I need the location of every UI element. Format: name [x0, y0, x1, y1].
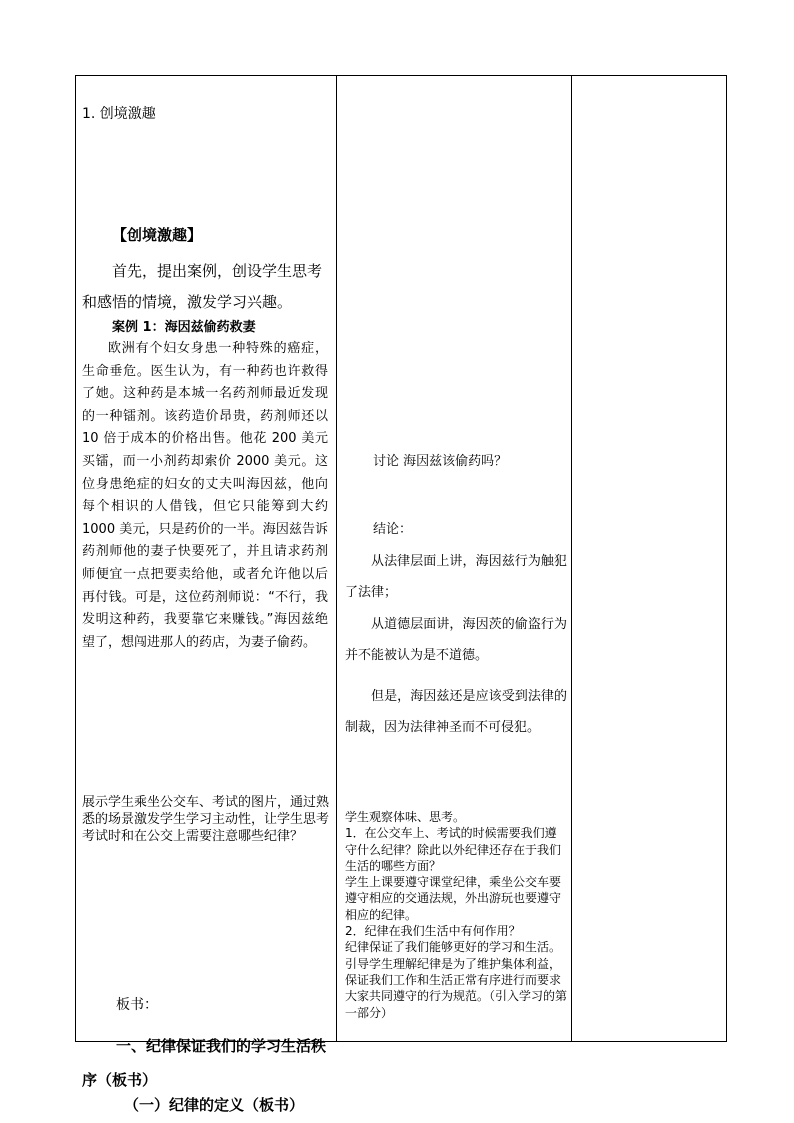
board-item-2: （一）纪律的定义（板书） [124, 1096, 305, 1114]
activity-description: 展示学生乘坐公交车、考试的图片，通过熟悉的场景激发学生学习主动性，让学生思考 考试时和在公交上需要注意哪些纪律？ [82, 795, 330, 844]
design-intent-column [572, 76, 727, 1042]
student-activity-column [337, 76, 572, 1042]
board-item-1: 一、纪律保证我们的学习生活秩序（板书） [82, 1037, 327, 1089]
student-response: 学生观察体味、思考。 1．在公交车上、考试的时候需要我们遵守什么纪律？除此以外纪律还存在于我们生活的哪些方面？ 学生上课要遵守课堂纪律，乘坐公交车要遵守相应的交通法规，外出游玩也要遵守相应的纪律。 2．纪律在我们生活中有何作用？ 纪律保证了我们能够更好的学习和生活。 引导学生理解纪律是为了维护集体利益，保证我们工作和生活正常有序进行而要求大家共同遵守的行为规范。（引入学习的第一部分） [345, 810, 568, 1020]
lesson-plan-table [75, 75, 727, 1114]
case-story: 欧洲有个妇女身患一种特殊的癌症，生命垂危。医生认为，有一种药也许救得了她。这种药是本城一名药剂师最近发现的一种镭剂。该药造价昂贵，药剂师还以 10 倍于成本的价格出售。他花 200 美元买镭，而一小剂药却索价 2000 美元。这位身患绝症的妇女的丈夫叫海因兹，他向每个相识的人借钱，但它只能筹到大约 1000 美元，只是药价的一半。海因兹告诉药剂师他的妻子快要死了，并且请求药剂师便宜一点把要卖给他，或者允许他以后再付钱。可是，这位药剂师说：“不行，我发明这种药，我要靠它来赚钱。”海因兹绝望了，想闯进那人的药店，为妻子偷药。 [82, 341, 328, 650]
intro-paragraph: 首先，提出案例，创设学生思考和感悟的情境，激发学习兴趣。 [82, 262, 323, 311]
board-label: 板书： [116, 997, 158, 1013]
discussion-question: 讨论 海因兹该偷药吗？ [373, 454, 508, 469]
conclusion-label: 结论： [373, 522, 413, 537]
conclusion-paragraph: 但是，海因兹还是应该受到法律的制裁，因为法律神圣而不可侵犯。 [345, 689, 567, 735]
case-title: 案例 1：海因兹偷药救妻 [112, 320, 256, 335]
table-row [76, 76, 727, 1042]
section-heading: 【创境激趣】 [112, 226, 203, 244]
teacher-activity-column [76, 76, 337, 1114]
conclusion-paragraph: 从法律层面上讲，海因兹行为触犯了法律； [345, 554, 567, 600]
conclusion-paragraph: 从道德层面讲，海因茨的偷盗行为并不能被认为是不道德。 [345, 617, 567, 663]
step-title: 1. 创境激趣 [82, 106, 156, 122]
